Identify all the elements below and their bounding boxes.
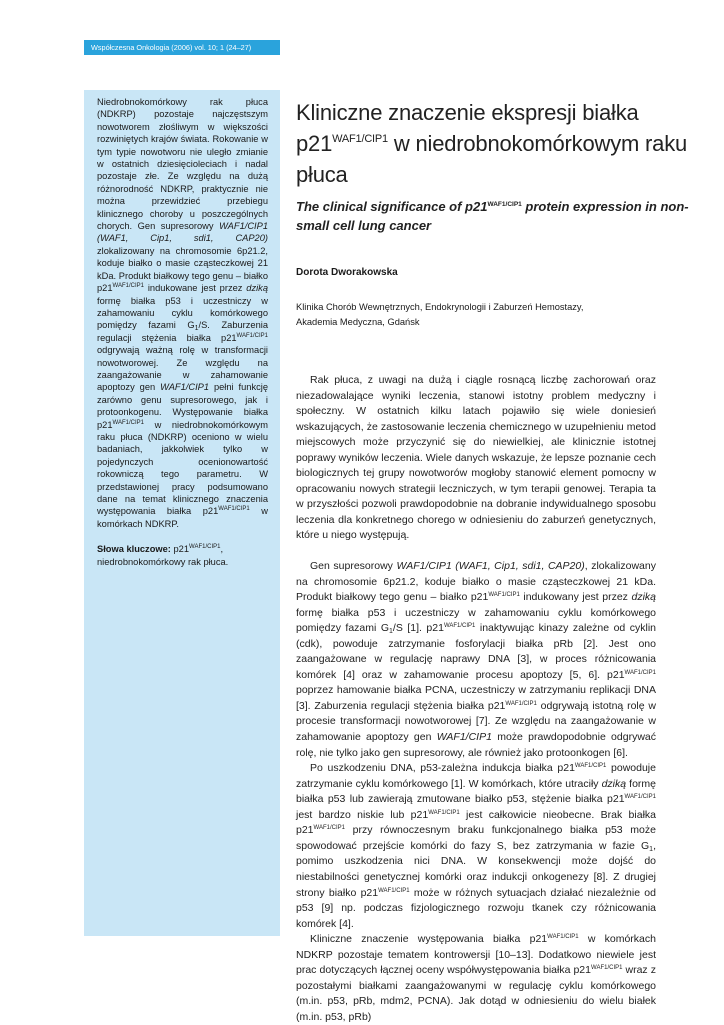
body-seg: inaktywując kinazy zależne od cyklin (cdk), powoduje zatrzymanie fosforylacji białka pRb [2]. Jest ono zaangażowane w regulację naprawy DNA [3], w proces różnicowania komórek [4] oraz w zahamowanie procesu apoptozy [5, 6]. p21: [296, 622, 656, 681]
body-sup: WAF1/CIP1: [591, 965, 623, 972]
body-seg: , pomimo uszkodzenia nici DNA. W konsekwencji może dojść do niestabilności genetycznej komórki oraz indukcji onkogenezy [8]. Z drugiej strony białko p21: [296, 839, 656, 899]
body-seg: formę białka p53 i uczestniczy w zahamowaniu cyklu komórkowego pomiędzy fazami G: [296, 606, 656, 635]
keywords-sup: WAF1/CIP1: [189, 544, 221, 551]
keywords-seg: p21: [170, 544, 189, 555]
keywords-seg: , niedrobnokomórkowy rak płuca.: [97, 544, 229, 567]
body-seg: powoduje zatrzymanie cyklu komórkowego [1]. W komórkach, które utraciły: [296, 762, 656, 790]
body-sup: WAF1/CIP1: [624, 794, 656, 801]
affiliation-line: Klinika Chorób Wewnętrznych, Endokrynologii i Zaburzeń Hemostazy,: [296, 302, 584, 312]
abstract-sup: WAF1/CIP1: [218, 506, 250, 513]
body-seg: jest bardzo niskie lub p21: [296, 808, 429, 821]
abstract-seg: formę białka p53 i uczestniczy w zahamowaniu cyklu komórkowego pomiędzy fazami G: [97, 295, 268, 331]
body-seg: Kliniczne znaczenie występowania białka p21: [310, 933, 548, 946]
affiliation-line: Akademia Medyczna, Gdańsk: [296, 316, 420, 327]
english-title: [296, 197, 696, 235]
subtitle-seg: protein expression in non-small cell lung cancer: [296, 199, 689, 233]
body-sup: WAF1/CIP1: [428, 809, 460, 816]
body-seg: /S [1]. p21: [392, 622, 444, 635]
body-seg: indukowany jest przez: [519, 591, 632, 604]
abstract-sup: WAF1/CIP1: [112, 283, 144, 290]
title-sup: WAF1/CIP1: [332, 133, 388, 145]
abstract-italic: dziką: [246, 283, 268, 294]
polish-abstract-panel: [84, 90, 280, 936]
article-body: [296, 373, 656, 1025]
body-sup: WAF1/CIP1: [443, 623, 476, 630]
body-sup: WAF1/CIP1: [574, 763, 607, 770]
body-seg: poprzez hamowanie białka PCNA, uczestniczy w zatrzymaniu replikacji DNA [3]. Zaburzenia regulacji stężenia białka p21: [296, 684, 656, 712]
body-sup: WAF1/CIP1: [488, 592, 520, 599]
journal-header-bar: [84, 40, 280, 55]
body-italic: dziką: [631, 591, 657, 604]
abstract-seg: w komórkach NDKRP.: [97, 506, 268, 529]
article-title: [296, 97, 696, 190]
body-paragraph-3: [296, 761, 656, 932]
body-seg: jest całkowicie nieobecne. Brak białka p21: [296, 808, 656, 837]
author-name: Dorota Dworakowska: [296, 267, 398, 278]
body-seg: w komórkach NDKRP pozostaje tematem kontrowersji [10–13]. Dodatkowo niewiele jest prac dotyczących łącznej oceny współwystępowania białka p21: [296, 933, 656, 977]
body-sup: WAF1/CIP1: [378, 887, 410, 894]
body-italic: dziką: [601, 777, 627, 790]
subtitle-sup: WAF1/CIP1: [487, 201, 522, 208]
body-italic: WAF1/CIP1: [436, 731, 492, 744]
body-paragraph-2: [296, 559, 656, 761]
abstract-seg: indukowane jest przez: [143, 283, 247, 294]
keywords: [97, 543, 268, 568]
body-sub: 1: [649, 845, 654, 853]
abstract-seg: odgrywają ważną rolę w transformacji nowotworowej. Ze względu na zaangażowanie w zahamowanie apoptozy gen: [97, 345, 268, 393]
abstract-gene-italic: WAF1/CIP1 (WAF1, Cip1, sdi1, CAP20): [97, 221, 268, 244]
body-sup: WAF1/CIP1: [505, 700, 537, 707]
subtitle-seg: The clinical significance of p21: [296, 199, 488, 214]
body-sub: 1: [389, 628, 393, 636]
body-seg: odgrywają istotną rolę w procesie transformacji nowotworowej [7]. Ze względu na zaangażowanie w zahamowanie apoptozy gen: [296, 699, 657, 744]
body-seg: wraz z pozostałymi białkami zaangażowanymi w regulację cyklu komórkowego (m.in. p53, pRb, mdm2, PCNA). Jak dotąd w odniesieniu do wielu białek (m.in. p53, pRb): [296, 964, 656, 1023]
body-sup: WAF1/CIP1: [313, 825, 345, 832]
abstract-sup: WAF1/CIP1: [112, 419, 144, 426]
author-affiliation: [296, 300, 676, 329]
abstract-sup: WAF1/CIP1: [236, 332, 268, 339]
body-seg: może w różnych sytuacjach działać niezależnie od p53 [9] np. podczas fizjologicznego rozwoju tkanek czy różnicowania komórek [4].: [296, 886, 656, 930]
body-sup: WAF1/CIP1: [624, 669, 656, 676]
abstract-seg: pełni funkcję zarówno genu supresorowego, jak i protoonkogenu. Występowanie białka p21: [97, 382, 268, 430]
abstract-seg: /S. Zaburzenia regulacji stężenia białka p21: [97, 320, 268, 343]
abstract-sub: 1: [194, 325, 199, 333]
abstract-italic: WAF1/CIP1: [160, 382, 210, 393]
journal-citation: Współczesna Onkologia (2006) vol. 10; 1 (24–27): [91, 43, 252, 52]
body-seg: może prawdopodobnie odgrywać rolę, nie tylko jako gen supresorowy, ale również jako protoonkogen [6].: [296, 731, 656, 759]
abstract-text: [97, 96, 268, 530]
body-seg: formę białka p53 lub zawierają zmutowane białko p53, stężenie białka p21: [296, 777, 656, 806]
abstract-seg: Niedrobnokomórkowy rak płuca (NDKRP) pozostaje najczęstszym nowotworem złośliwym w większości rozwiniętych krajów świata. Rokowanie w tym typie nowotworu nie uległo zmianie w ostatnich dziesięcioleciach i nadal pozostaje złe. Ze względu na dużą różnorodność NDKRP, praktycznie nie można przewidzieć przebiegu klinicznego choroby u poszczególnych chorych. Gen supresorowy: [97, 97, 268, 232]
abstract-seg: zlokalizowany na chromosomie 6p21.2, koduje białko o masie cząsteczkowej 21 kDa. Produkt białkowy tego genu – białko p21: [97, 245, 268, 294]
title-seg: w niedrobnokomórkowym raku płuca: [296, 131, 688, 187]
body-seg: Po uszkodzeniu DNA, p53-zależna indukcja białka p21: [310, 762, 575, 775]
body-italic: WAF1/CIP1 (WAF1, Cip1, sdi1, CAP20): [396, 560, 585, 573]
title-seg: Kliniczne znaczenie ekspresji białka p21: [296, 100, 639, 156]
body-seg: , zlokalizowany na chromosomie 6p21.2, koduje białko o masie cząsteczkowej 21 kDa. Produkt białkowy tego genu – białko p21: [296, 560, 656, 604]
body-seg: przy równoczesnym braku funkcjonalnego białka p53 może spowodować przejście komórki do fazy S, bez zatrzymania w fazie G: [296, 824, 656, 852]
body-paragraph-1: Rak płuca, z uwagi na dużą i ciągle rosnącą liczbę zachorowań oraz niezadowalające wyniki leczenia, stanowi istotny problem medyczny i społeczny. W ostatnich kilku latach pojawiło się wiele doniesień wskazujących, że zastosowanie leczenia chemicznego w uzupełnieniu metod miejscowych może przyczynić się do niewielkiej, ale klinicznie istotnej poprawy wyników leczenia. Wiele danych wskazuje, że lepsze poznanie cech biologicznych tej grupy nowotworów mogłoby stanowić element pomocny w opracowaniu nowych strategii leczniczych, w tym terapii genowej. Terapia ta w przyszłości pozwoli prawdopodobnie na dobranie indywidualnego sposobu leczenia dla konkretnego chorego w odniesieniu do zaburzeń genetycznych, które u niego występują.: [296, 374, 656, 542]
body-sup: WAF1/CIP1: [547, 934, 579, 941]
abstract-seg: w niedrobnokomórkowym raku płuca (NDKRP) oceniono w wielu badaniach, jakkolwiek tylko w pojedynczych ocenionowartość rokowniczą tego parametru. W przedstawionej pracy podsumowano dane na temat klinicznego znaczenia występowania białka p21: [97, 419, 268, 517]
body-seg: Gen supresorowy: [310, 560, 397, 573]
body-paragraph-4: [296, 932, 656, 1025]
keywords-label: Słowa kluczowe:: [97, 544, 171, 555]
